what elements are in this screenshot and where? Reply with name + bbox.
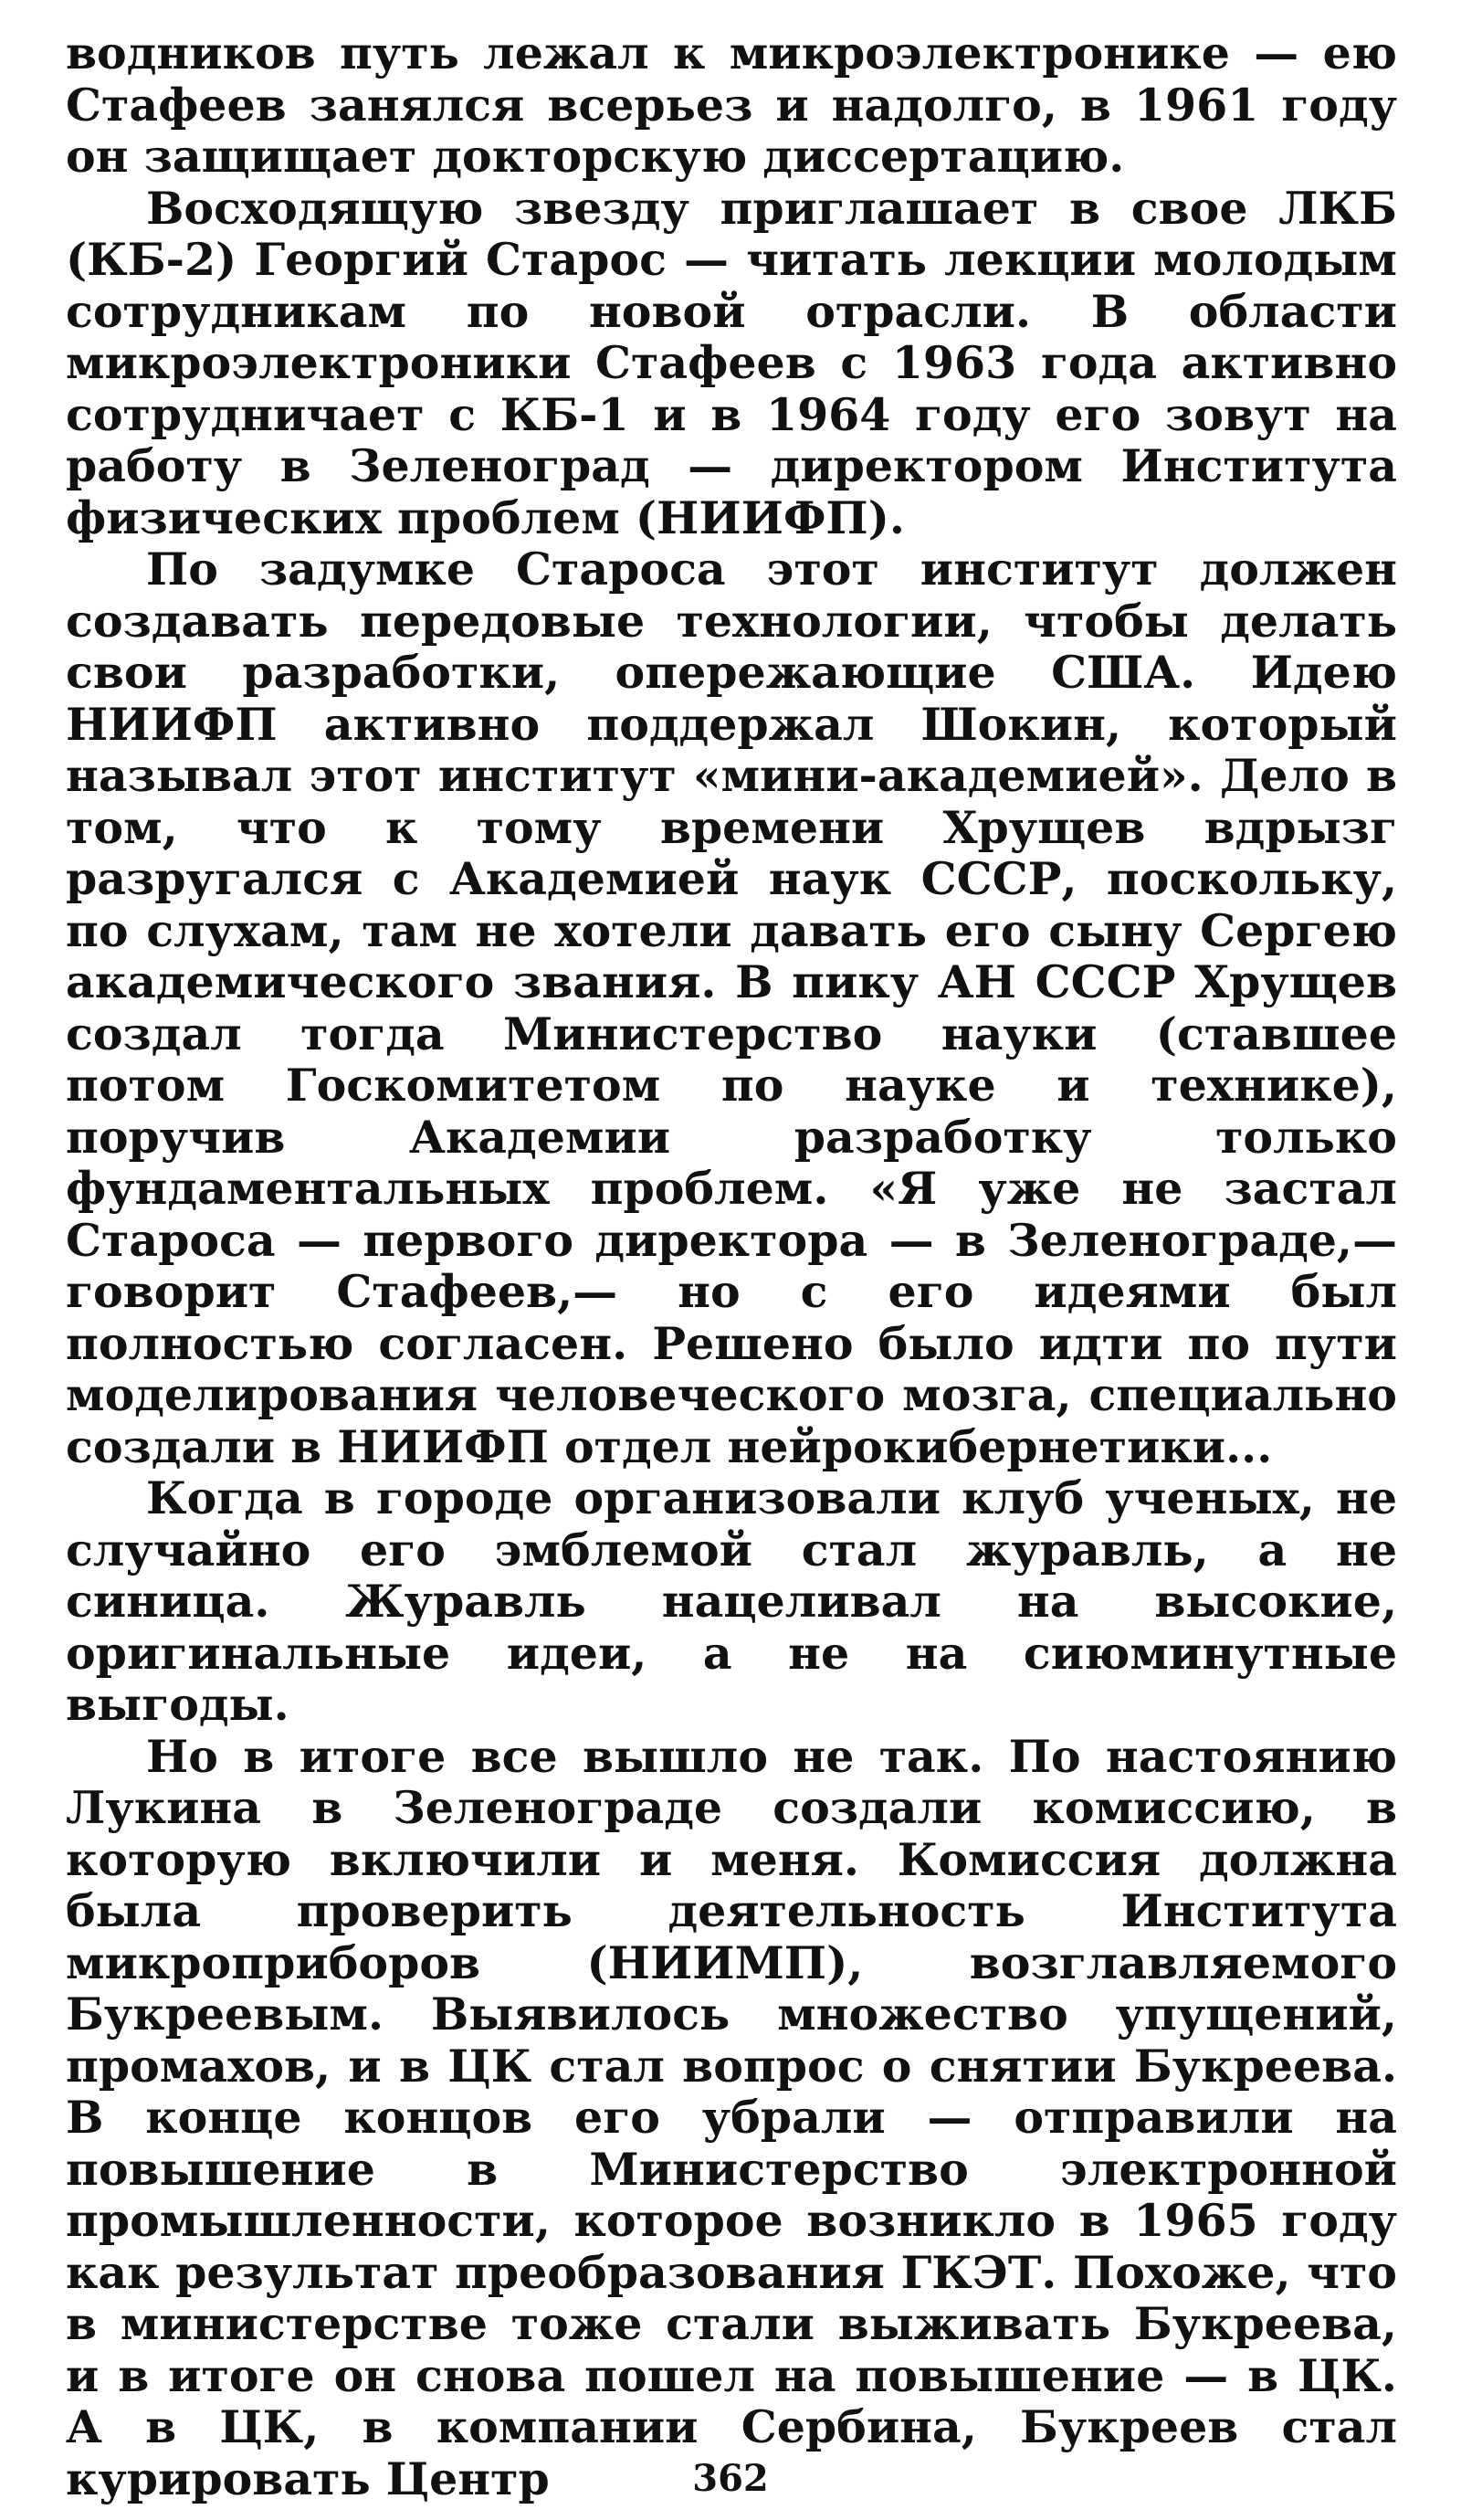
paragraph-5: Но в итоге все вышло не так. По настоянию Лукина в Зеленограде создали комиссию, в которую включили и меня. Комиссия должна была проверить деятельность Института микроприборов (НИИМП), возглавляемого Букреевым. Выявилось множество упущений, промахов, и в ЦК стал вопрос о снятии Букреева. В конце концов его убрали — отправили на повышение в Министерство электронной промышленности, которое возникло в 1965 году как результат преобразования ГКЭТ. Похоже, что в министерстве тоже стали выживать Букреева, и в итоге он снова пошел на повышение — в ЦК. А в ЦК, в компании Сербина, Букреев стал курировать Центр [66,1729,1397,2505]
page-number: 362 [692,2457,769,2500]
page-text-block [66,27,1397,2504]
paragraph-4: Когда в городе организовали клуб ученых, не случайно его эмблемой стал журавль, а не синица. Журавль нацеливал на высокие, оригинальные идеи, а не на сиюминутные выгоды. [66,1471,1397,1731]
paragraph-3: По задумке Староса этот институт должен создавать передовые технологии, чтобы делать свои разработки, опережающие США. Идею НИИФП активно поддержал Шокин, который называл этот институт «мини-академией». Дело в том, что к тому времени Хрущев вдрызг разругался с Академией наук СССР, поскольку, по слухам, там не хотели давать его сыну Сергею академического звания. В пику АН СССР Хрущев создал тогда Министерство науки (ставшее потом Госкомитетом по науке и технике), поручив Академии разработку только фундаментальных проблем. «Я уже не застал Староса — первого директора — в Зеленограде,— говорит Стафеев,— но с его идеями был полностью согласен. Решено было идти по пути моделирования человеческого мозга, специально создали в НИИФП отдел нейрокибернетики... [66,543,1397,1473]
paragraph-2: Восходящую звезду приглашает в свое ЛКБ (КБ-2) Георгий Старос — читать лекции молодым сотрудникам по новой отрасли. В области микроэлектроники Стафеев с 1963 года активно сотрудничает с КБ-1 и в 1964 году его зовут на работу в Зеленоград — директором Института физических проблем (НИИФП). [66,181,1397,544]
paragraph-1: водников путь лежал к микроэлектронике — ею Стафеев занялся всерьез и надолго, в 1961 году он защищает докторскую диссертацию. [66,26,1397,183]
